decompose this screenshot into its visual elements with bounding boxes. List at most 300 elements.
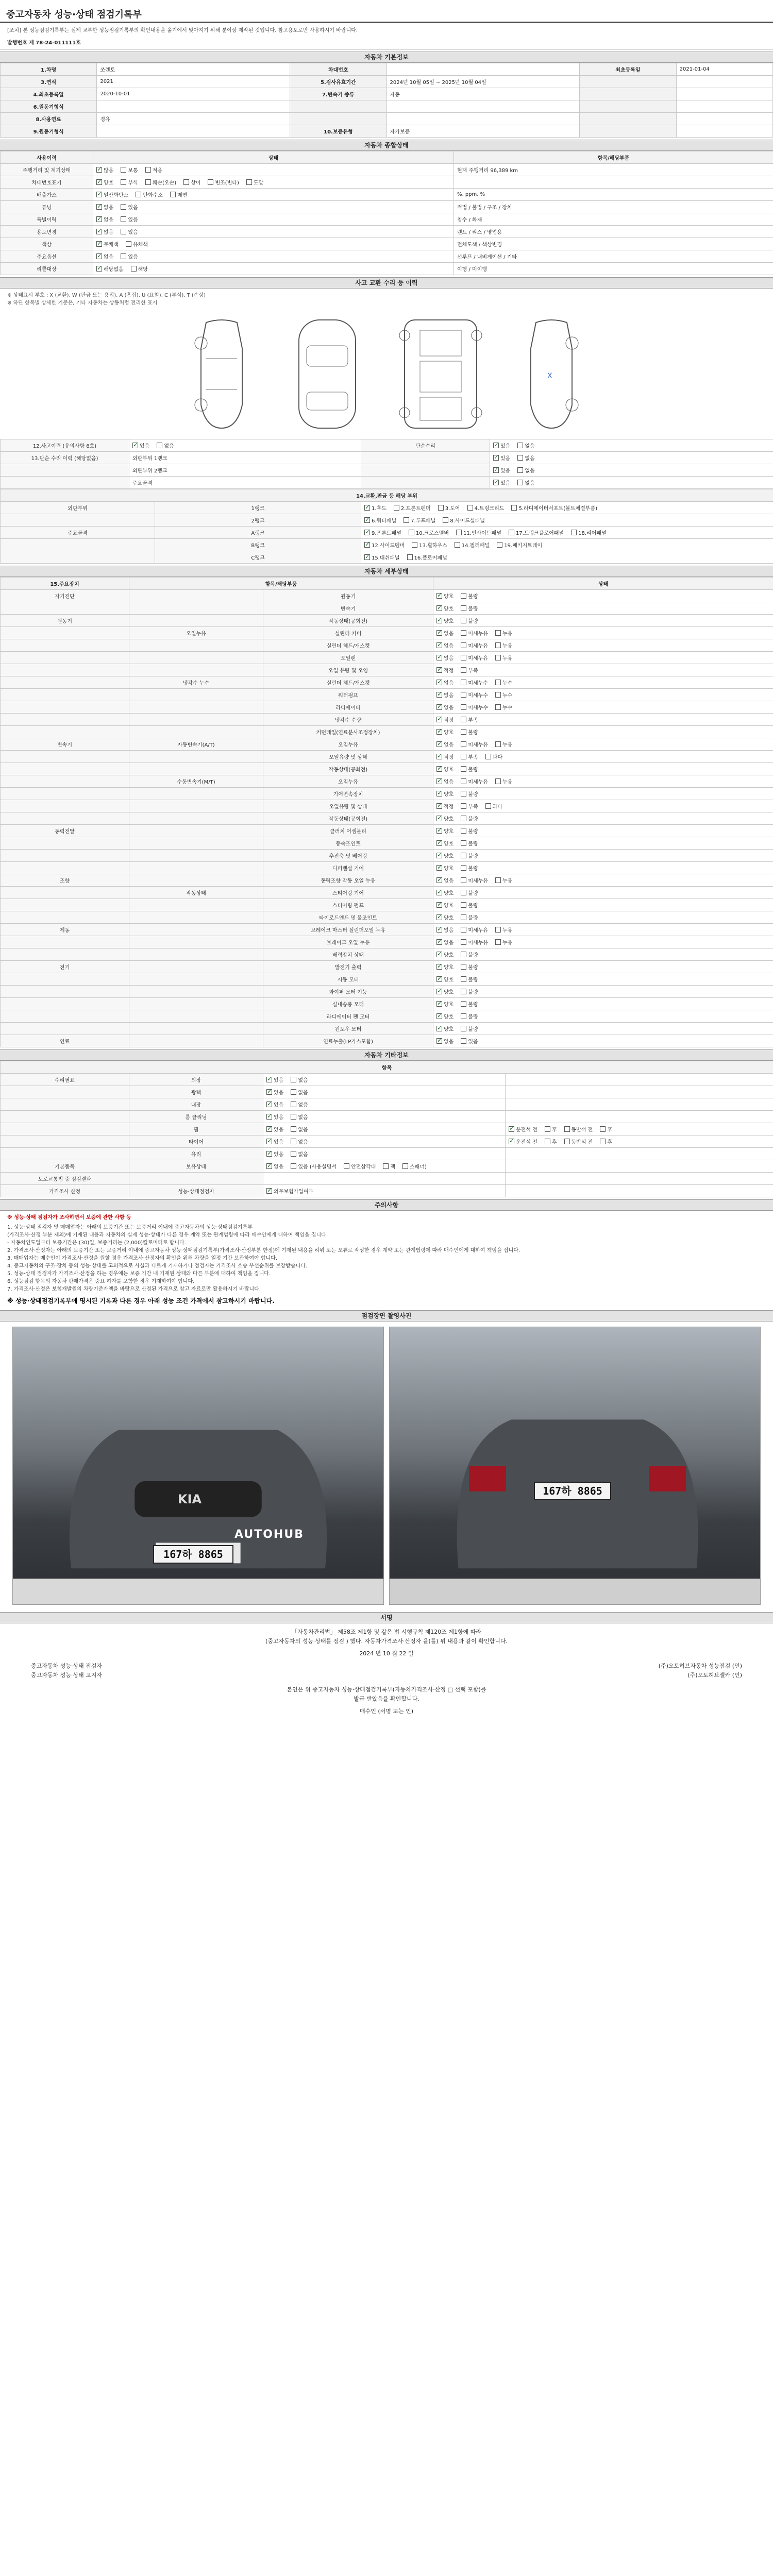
- checkbox-icon[interactable]: [131, 266, 137, 272]
- option[interactable]: [545, 1125, 557, 1133]
- checkbox-icon[interactable]: [145, 179, 151, 185]
- checkbox-icon[interactable]: [96, 253, 102, 259]
- checkbox-icon[interactable]: [364, 505, 370, 511]
- checkbox-icon[interactable]: [493, 455, 499, 461]
- checkbox-icon[interactable]: [461, 1038, 466, 1044]
- option[interactable]: [495, 629, 512, 637]
- part-items[interactable]: [361, 539, 773, 551]
- checkbox-icon[interactable]: [436, 729, 442, 735]
- checkbox-icon[interactable]: [183, 179, 189, 185]
- checkbox-icon[interactable]: [461, 890, 466, 895]
- checkbox-icon[interactable]: [461, 667, 466, 673]
- option[interactable]: [266, 1187, 313, 1195]
- other-status[interactable]: [263, 1160, 506, 1173]
- option[interactable]: [364, 516, 396, 524]
- option[interactable]: [266, 1138, 283, 1145]
- option[interactable]: [407, 553, 447, 561]
- other-status[interactable]: [263, 1148, 506, 1160]
- checkbox-icon[interactable]: [436, 593, 442, 599]
- status-options[interactable]: [93, 201, 454, 213]
- option[interactable]: [266, 1100, 283, 1108]
- checkbox-icon[interactable]: [121, 204, 126, 210]
- checkbox-icon[interactable]: [467, 505, 473, 511]
- option[interactable]: [571, 529, 607, 536]
- option[interactable]: [461, 740, 488, 748]
- checkbox-icon[interactable]: [461, 680, 466, 685]
- device-status[interactable]: [433, 973, 773, 986]
- option[interactable]: [404, 516, 435, 524]
- checkbox-icon[interactable]: [495, 877, 501, 883]
- checkbox-icon[interactable]: [436, 853, 442, 858]
- option[interactable]: [436, 654, 453, 662]
- option[interactable]: [564, 1125, 593, 1133]
- option[interactable]: [495, 691, 512, 699]
- checkbox-icon[interactable]: [436, 630, 442, 636]
- option[interactable]: [436, 777, 453, 785]
- other-status[interactable]: [263, 1136, 506, 1148]
- option[interactable]: [436, 1025, 453, 1032]
- option[interactable]: [461, 839, 478, 847]
- checkbox-icon[interactable]: [436, 939, 442, 945]
- option[interactable]: [461, 617, 478, 624]
- option[interactable]: [291, 1150, 308, 1158]
- option[interactable]: [436, 988, 453, 995]
- buyer-signature[interactable]: 매수인 (서명 또는 인): [359, 1708, 414, 1715]
- checkbox-icon[interactable]: [364, 542, 370, 548]
- option[interactable]: [600, 1125, 612, 1133]
- checkbox-icon[interactable]: [96, 179, 102, 185]
- option[interactable]: [495, 740, 512, 748]
- option[interactable]: [145, 166, 162, 174]
- checkbox-icon[interactable]: [266, 1089, 272, 1095]
- option[interactable]: [383, 1162, 395, 1170]
- device-status[interactable]: [433, 1023, 773, 1035]
- checkbox-icon[interactable]: [291, 1077, 296, 1082]
- device-status[interactable]: [433, 1010, 773, 1023]
- option[interactable]: [344, 1162, 376, 1170]
- row-options[interactable]: [490, 477, 773, 489]
- checkbox-icon[interactable]: [266, 1139, 272, 1144]
- option[interactable]: [291, 1113, 308, 1121]
- option[interactable]: [461, 951, 478, 958]
- option[interactable]: [436, 592, 453, 600]
- checkbox-icon[interactable]: [436, 741, 442, 747]
- checkbox-icon[interactable]: [495, 655, 501, 660]
- option[interactable]: [291, 1125, 308, 1133]
- checkbox-icon[interactable]: [266, 1163, 272, 1169]
- option[interactable]: [493, 442, 510, 449]
- checkbox-icon[interactable]: [208, 179, 213, 185]
- device-status[interactable]: [433, 627, 773, 639]
- option[interactable]: [208, 178, 239, 186]
- checkbox-icon[interactable]: [461, 853, 466, 858]
- option[interactable]: [266, 1088, 283, 1096]
- option[interactable]: [517, 442, 534, 449]
- option[interactable]: [266, 1150, 283, 1158]
- checkbox-icon[interactable]: [485, 754, 491, 759]
- option[interactable]: [461, 765, 478, 773]
- option[interactable]: [436, 802, 453, 810]
- checkbox-icon[interactable]: [266, 1126, 272, 1132]
- option[interactable]: [461, 926, 488, 934]
- option[interactable]: [436, 901, 453, 909]
- checkbox-icon[interactable]: [266, 1101, 272, 1107]
- option[interactable]: [436, 641, 453, 649]
- checkbox-icon[interactable]: [461, 717, 466, 722]
- option[interactable]: [291, 1076, 308, 1083]
- checkbox-icon[interactable]: [455, 542, 460, 548]
- checkbox-icon[interactable]: [436, 877, 442, 883]
- device-status[interactable]: [433, 676, 773, 689]
- checkbox-icon[interactable]: [436, 1013, 442, 1019]
- option[interactable]: [96, 191, 128, 198]
- checkbox-icon[interactable]: [461, 877, 466, 883]
- option[interactable]: [96, 240, 119, 248]
- checkbox-icon[interactable]: [436, 803, 442, 809]
- part-items[interactable]: [361, 551, 773, 564]
- checkbox-icon[interactable]: [461, 939, 466, 945]
- checkbox-icon[interactable]: [461, 655, 466, 660]
- option[interactable]: [436, 963, 453, 971]
- checkbox-icon[interactable]: [96, 192, 102, 197]
- device-status[interactable]: [433, 1035, 773, 1047]
- checkbox-icon[interactable]: [436, 1026, 442, 1031]
- checkbox-icon[interactable]: [517, 443, 523, 448]
- device-status[interactable]: [433, 590, 773, 602]
- option[interactable]: [461, 1000, 478, 1008]
- checkbox-icon[interactable]: [126, 241, 131, 247]
- option[interactable]: [461, 913, 478, 921]
- checkbox-icon[interactable]: [383, 1163, 389, 1169]
- row-options[interactable]: [490, 464, 773, 477]
- option[interactable]: [438, 504, 460, 512]
- option[interactable]: [461, 815, 478, 822]
- checkbox-icon[interactable]: [564, 1126, 570, 1132]
- option[interactable]: [461, 1037, 478, 1045]
- checkbox-icon[interactable]: [291, 1151, 296, 1157]
- option[interactable]: [96, 166, 113, 174]
- checkbox-icon[interactable]: [461, 791, 466, 796]
- checkbox-icon[interactable]: [461, 729, 466, 735]
- option[interactable]: [436, 790, 453, 798]
- checkbox-icon[interactable]: [436, 778, 442, 784]
- part-items[interactable]: [361, 514, 773, 527]
- checkbox-icon[interactable]: [571, 530, 577, 535]
- option[interactable]: [136, 191, 163, 198]
- checkbox-icon[interactable]: [436, 667, 442, 673]
- option[interactable]: [461, 679, 488, 686]
- option[interactable]: [461, 654, 488, 662]
- checkbox-icon[interactable]: [96, 241, 102, 247]
- checkbox-icon[interactable]: [246, 179, 252, 185]
- checkbox-icon[interactable]: [266, 1188, 272, 1194]
- option[interactable]: [461, 889, 478, 896]
- device-status[interactable]: [433, 738, 773, 751]
- device-status[interactable]: [433, 615, 773, 627]
- status-options[interactable]: [93, 238, 454, 250]
- checkbox-icon[interactable]: [495, 680, 501, 685]
- checkbox-icon[interactable]: [495, 939, 501, 945]
- option[interactable]: [509, 529, 564, 536]
- option[interactable]: [493, 479, 510, 486]
- option[interactable]: [436, 716, 453, 723]
- option[interactable]: [485, 802, 502, 810]
- option[interactable]: [145, 178, 176, 186]
- checkbox-icon[interactable]: [436, 791, 442, 796]
- option[interactable]: [436, 728, 453, 736]
- option[interactable]: [436, 617, 453, 624]
- device-status[interactable]: [433, 936, 773, 948]
- option[interactable]: [461, 1012, 478, 1020]
- checkbox-icon[interactable]: [600, 1139, 606, 1144]
- checkbox-icon[interactable]: [436, 692, 442, 698]
- status-options[interactable]: [93, 226, 454, 238]
- option[interactable]: [467, 504, 505, 512]
- checkbox-icon[interactable]: [436, 927, 442, 933]
- option[interactable]: [495, 679, 512, 686]
- checkbox-icon[interactable]: [461, 754, 466, 759]
- device-status[interactable]: [433, 812, 773, 825]
- option[interactable]: [461, 827, 478, 835]
- option[interactable]: [461, 876, 488, 884]
- status-options[interactable]: [93, 189, 454, 201]
- option[interactable]: [96, 203, 113, 211]
- option[interactable]: [121, 178, 138, 186]
- option[interactable]: [157, 442, 174, 449]
- checkbox-icon[interactable]: [461, 1026, 466, 1031]
- option[interactable]: [436, 926, 453, 934]
- checkbox-icon[interactable]: [495, 927, 501, 933]
- device-status[interactable]: [433, 899, 773, 911]
- option[interactable]: [412, 541, 447, 549]
- checkbox-icon[interactable]: [436, 618, 442, 623]
- option[interactable]: [461, 1025, 478, 1032]
- option[interactable]: [364, 541, 405, 549]
- option[interactable]: [493, 454, 510, 462]
- checkbox-icon[interactable]: [404, 517, 409, 523]
- option[interactable]: [461, 901, 478, 909]
- checkbox-icon[interactable]: [461, 593, 466, 599]
- checkbox-icon[interactable]: [96, 167, 102, 173]
- option[interactable]: [121, 252, 138, 260]
- checkbox-icon[interactable]: [291, 1126, 296, 1132]
- option[interactable]: [443, 516, 485, 524]
- option[interactable]: [461, 728, 478, 736]
- option[interactable]: [517, 479, 534, 486]
- device-status[interactable]: [433, 775, 773, 788]
- option[interactable]: [436, 913, 453, 921]
- checkbox-icon[interactable]: [436, 976, 442, 982]
- option[interactable]: [461, 629, 488, 637]
- option[interactable]: [461, 790, 478, 798]
- checkbox-icon[interactable]: [461, 927, 466, 933]
- option[interactable]: [461, 852, 478, 859]
- option[interactable]: [509, 1138, 537, 1145]
- part-items[interactable]: [361, 502, 773, 514]
- status-options[interactable]: [93, 213, 454, 226]
- checkbox-icon[interactable]: [136, 192, 141, 197]
- checkbox-icon[interactable]: [291, 1089, 296, 1095]
- checkbox-icon[interactable]: [495, 630, 501, 636]
- option[interactable]: [509, 1125, 537, 1133]
- checkbox-icon[interactable]: [545, 1139, 550, 1144]
- checkbox-icon[interactable]: [461, 692, 466, 698]
- checkbox-icon[interactable]: [436, 655, 442, 660]
- checkbox-icon[interactable]: [121, 167, 126, 173]
- checkbox-icon[interactable]: [436, 680, 442, 685]
- option[interactable]: [545, 1138, 557, 1145]
- option[interactable]: [436, 703, 453, 711]
- checkbox-icon[interactable]: [495, 642, 501, 648]
- checkbox-icon[interactable]: [461, 1001, 466, 1007]
- option[interactable]: [96, 252, 113, 260]
- option[interactable]: [436, 975, 453, 983]
- option[interactable]: [495, 654, 512, 662]
- checkbox-icon[interactable]: [517, 467, 523, 473]
- option[interactable]: [436, 1000, 453, 1008]
- device-status[interactable]: [433, 874, 773, 887]
- option[interactable]: [121, 215, 138, 223]
- option[interactable]: [485, 753, 502, 760]
- option[interactable]: [409, 529, 449, 536]
- option[interactable]: [461, 963, 478, 971]
- option[interactable]: [436, 876, 453, 884]
- checkbox-icon[interactable]: [291, 1114, 296, 1120]
- checkbox-icon[interactable]: [96, 229, 102, 234]
- device-status[interactable]: [433, 726, 773, 738]
- option[interactable]: [402, 1162, 427, 1170]
- device-status[interactable]: [433, 652, 773, 664]
- option[interactable]: [436, 864, 453, 872]
- option[interactable]: [291, 1100, 308, 1108]
- checkbox-icon[interactable]: [436, 766, 442, 772]
- checkbox-icon[interactable]: [266, 1077, 272, 1082]
- checkbox-icon[interactable]: [402, 1163, 408, 1169]
- checkbox-icon[interactable]: [461, 1013, 466, 1019]
- checkbox-icon[interactable]: [461, 828, 466, 834]
- checkbox-icon[interactable]: [266, 1151, 272, 1157]
- device-status[interactable]: [433, 639, 773, 652]
- other-extra[interactable]: [506, 1123, 773, 1136]
- option[interactable]: [121, 203, 138, 211]
- option[interactable]: [291, 1162, 337, 1170]
- checkbox-icon[interactable]: [436, 989, 442, 994]
- checkbox-icon[interactable]: [461, 778, 466, 784]
- option[interactable]: [121, 166, 138, 174]
- option[interactable]: [495, 876, 512, 884]
- option[interactable]: [436, 679, 453, 686]
- checkbox-icon[interactable]: [495, 778, 501, 784]
- checkbox-icon[interactable]: [170, 192, 176, 197]
- option[interactable]: [96, 178, 113, 186]
- checkbox-icon[interactable]: [96, 216, 102, 222]
- option[interactable]: [436, 951, 453, 958]
- checkbox-icon[interactable]: [436, 914, 442, 920]
- status-options[interactable]: [93, 263, 454, 275]
- status-options[interactable]: [93, 250, 454, 263]
- part-items[interactable]: [361, 527, 773, 539]
- checkbox-icon[interactable]: [461, 914, 466, 920]
- checkbox-icon[interactable]: [436, 642, 442, 648]
- row-value[interactable]: [129, 439, 361, 452]
- option[interactable]: [461, 592, 478, 600]
- checkbox-icon[interactable]: [96, 204, 102, 210]
- checkbox-icon[interactable]: [436, 717, 442, 722]
- checkbox-icon[interactable]: [461, 618, 466, 623]
- option[interactable]: [461, 988, 478, 995]
- checkbox-icon[interactable]: [436, 828, 442, 834]
- option[interactable]: [436, 629, 453, 637]
- checkbox-icon[interactable]: [545, 1126, 550, 1132]
- device-status[interactable]: [433, 911, 773, 924]
- checkbox-icon[interactable]: [407, 554, 413, 560]
- option[interactable]: [461, 777, 488, 785]
- checkbox-icon[interactable]: [412, 542, 417, 548]
- other-status[interactable]: [263, 1123, 506, 1136]
- checkbox-icon[interactable]: [436, 816, 442, 821]
- option[interactable]: [266, 1076, 283, 1083]
- checkbox-icon[interactable]: [364, 554, 370, 560]
- checkbox-icon[interactable]: [121, 179, 126, 185]
- checkbox-icon[interactable]: [461, 605, 466, 611]
- checkbox-icon[interactable]: [461, 902, 466, 908]
- device-status[interactable]: [433, 602, 773, 615]
- option[interactable]: [170, 191, 187, 198]
- device-status[interactable]: [433, 948, 773, 961]
- checkbox-icon[interactable]: [493, 467, 499, 473]
- checkbox-icon[interactable]: [461, 766, 466, 772]
- checkbox-icon[interactable]: [121, 229, 126, 234]
- option[interactable]: [96, 228, 113, 235]
- device-status[interactable]: [433, 837, 773, 850]
- option[interactable]: [266, 1125, 283, 1133]
- option[interactable]: [121, 228, 138, 235]
- device-status[interactable]: [433, 788, 773, 800]
- option[interactable]: [461, 938, 488, 946]
- checkbox-icon[interactable]: [436, 754, 442, 759]
- checkbox-icon[interactable]: [456, 530, 462, 535]
- checkbox-icon[interactable]: [600, 1126, 606, 1132]
- option[interactable]: [96, 215, 113, 223]
- option[interactable]: [461, 641, 488, 649]
- device-status[interactable]: [433, 664, 773, 676]
- checkbox-icon[interactable]: [291, 1163, 296, 1169]
- checkbox-icon[interactable]: [495, 741, 501, 747]
- checkbox-icon[interactable]: [461, 952, 466, 957]
- option[interactable]: [495, 777, 512, 785]
- device-status[interactable]: [433, 689, 773, 701]
- checkbox-icon[interactable]: [364, 517, 370, 523]
- checkbox-icon[interactable]: [436, 865, 442, 871]
- device-status[interactable]: [433, 701, 773, 714]
- device-status[interactable]: [433, 924, 773, 936]
- other-status[interactable]: [263, 1111, 506, 1123]
- checkbox-icon[interactable]: [509, 1139, 514, 1144]
- checkbox-icon[interactable]: [509, 530, 514, 535]
- device-status[interactable]: [433, 850, 773, 862]
- device-status[interactable]: [433, 763, 773, 775]
- option[interactable]: [461, 703, 488, 711]
- option[interactable]: [364, 553, 400, 561]
- checkbox-icon[interactable]: [291, 1101, 296, 1107]
- option[interactable]: [461, 716, 478, 723]
- option[interactable]: [436, 938, 453, 946]
- option[interactable]: [96, 265, 124, 273]
- option[interactable]: [266, 1113, 283, 1121]
- device-status[interactable]: [433, 714, 773, 726]
- checkbox-icon[interactable]: [564, 1139, 570, 1144]
- option[interactable]: [436, 839, 453, 847]
